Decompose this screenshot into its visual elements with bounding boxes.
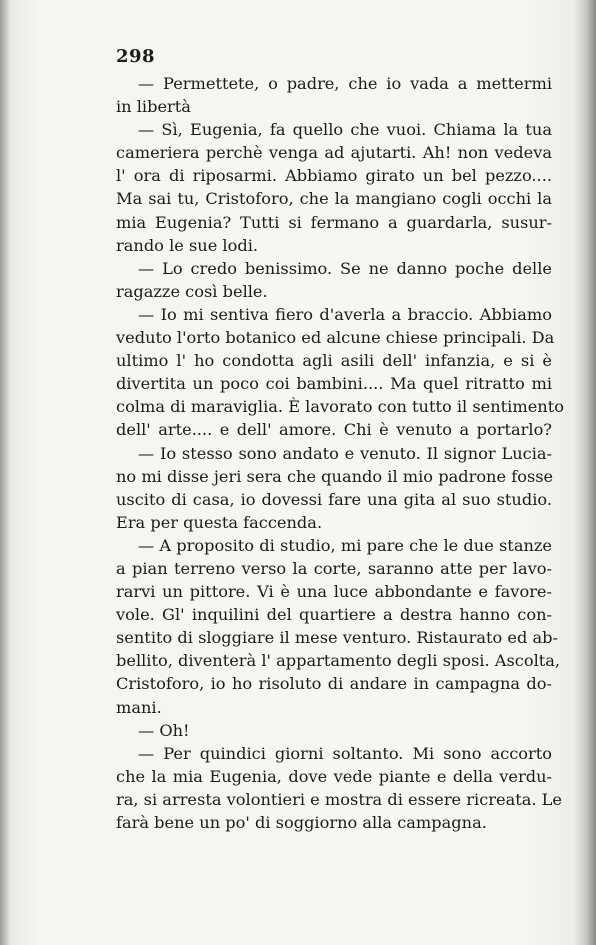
text-line: farà bene un po' di soggiorno alla campagna.: [116, 813, 487, 832]
text-line: ragazze così belle.: [116, 281, 268, 301]
text-line: cameriera perchè venga ad ajutarti. Ah! non vedeva: [116, 143, 552, 163]
text-line: che la mia Eugenia, dove vede piante e della verdu-: [116, 766, 552, 786]
text-line: rando le sue lodi.: [116, 235, 259, 255]
text-line: mia Eugenia? Tutti si fermano a guardarla, susur-: [116, 212, 552, 232]
book-spine-shadow: [574, 0, 596, 945]
text-line: rarvi un pittore. Vi è una luce abbondante e favore-: [116, 582, 552, 602]
text-line: uscito di casa, io dovessi fare una gita al suo studio.: [116, 489, 552, 509]
text-line: — Sì, Eugenia, fa quello che vuoi. Chiama la tua: [138, 120, 552, 140]
text-line: veduto l'orto botanico ed alcune chiese principali. Da: [116, 328, 555, 348]
text-line: a pian terreno verso la corte, saranno atte per lavo-: [116, 558, 552, 578]
text-line: Ma sai tu, Cristoforo, che la mangiano cogli occhi la: [116, 189, 552, 209]
text-line: sentito di sloggiare il mese venturo. Ristaurato ed ab-: [116, 628, 558, 648]
text-line: Cristoforo, io ho risoluto di andare in campagna do-: [116, 674, 552, 694]
text-line: — A proposito di studio, mi pare che le due stanze: [138, 535, 552, 555]
text-line: mani.: [116, 697, 162, 717]
text-line: ultimo l' ho condotta agli asili dell' infanzia, e si è: [116, 351, 552, 371]
text-line: no mi disse jeri sera che quando il mio padrone fosse: [116, 466, 554, 486]
text-line: — Io mi sentiva fiero d'averla a braccio. Abbiamo: [138, 304, 552, 324]
body-text: [116, 72, 564, 834]
text-line: Era per questa faccenda.: [116, 512, 323, 532]
page-number: 298: [116, 46, 156, 67]
text-line: vole. Gl' inquilini del quartiere a destra hanno con-: [116, 605, 552, 625]
text-line: divertita un poco coi bambini.... Ma quel ritratto mi: [116, 374, 552, 394]
text-line: bellito, diventerà l' appartamento degli sposi. Ascolta,: [116, 651, 561, 671]
text-line: in libertà: [116, 97, 191, 117]
text-line: ra, si arresta volontieri e mostra di essere ricreata. Le: [116, 789, 563, 809]
text-line: — Per quindici giorni soltanto. Mi sono accorto: [138, 743, 552, 763]
text-line: — Io stesso sono andato e venuto. Il signor Lucia-: [138, 443, 552, 463]
page-left-shadow: [0, 0, 10, 945]
text-line: — Permettete, o padre, che io vada a mettermi: [138, 74, 552, 93]
text-line: dell' arte.... e dell' amore. Chi è venuto a portarlo?: [116, 420, 552, 440]
text-line: colma di maraviglia. È lavorato con tutto il sentimento: [116, 397, 564, 417]
text-line: — Lo credo benissimo. Se ne danno poche delle: [138, 258, 552, 278]
text-line: l' ora di riposarmi. Abbiamo girato un bel pezzo....: [116, 166, 552, 186]
text-line: — Oh!: [138, 720, 190, 740]
